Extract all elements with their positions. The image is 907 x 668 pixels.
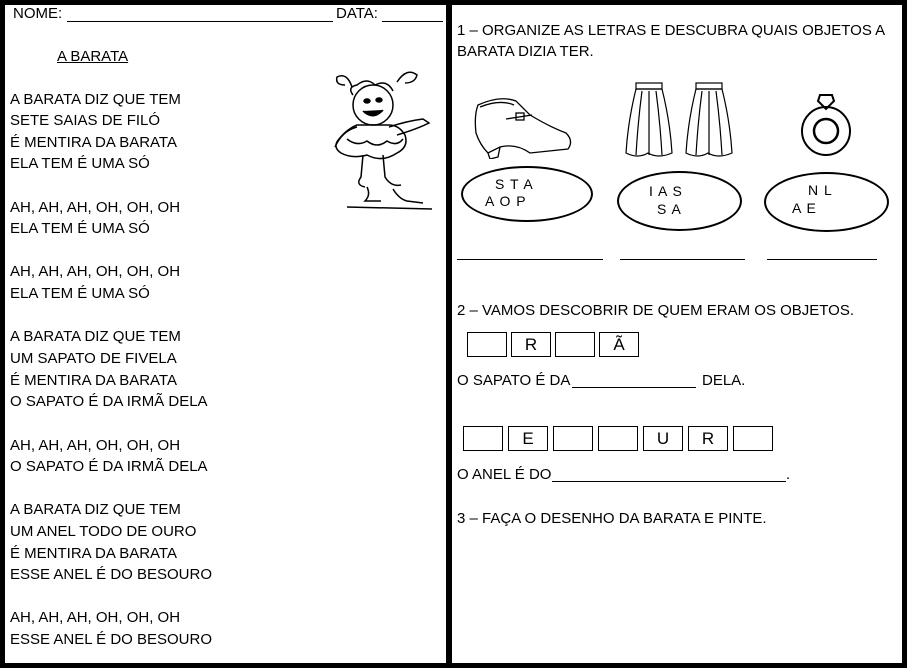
lyric-line: UM ANEL TODO DE OURO xyxy=(10,523,197,540)
answer-line[interactable] xyxy=(620,259,745,260)
lyric-line: O SAPATO É DA IRMÃ DELA xyxy=(10,458,208,475)
lyric-line: SETE SAIAS DE FILÓ xyxy=(10,112,161,129)
answer-line[interactable] xyxy=(457,259,603,260)
date-field[interactable] xyxy=(382,21,443,22)
q2-text: 2 – VAMOS DESCOBRIR DE QUEM ERAM OS OBJETOS. xyxy=(457,302,855,319)
sentence-2-end: . xyxy=(786,466,791,483)
lyric-line: A BARATA DIZ QUE TEM xyxy=(10,328,181,345)
letter-box[interactable] xyxy=(733,426,773,451)
letter-box[interactable]: R xyxy=(688,426,728,451)
lyric-line: AH, AH, AH, OH, OH, OH xyxy=(10,263,181,280)
lyric-line: UM SAPATO DE FIVELA xyxy=(10,350,177,367)
letter-box[interactable] xyxy=(553,426,593,451)
lyric-line: ELA TEM É UMA SÓ xyxy=(10,285,150,302)
letter-box[interactable] xyxy=(467,332,507,357)
letter-box[interactable] xyxy=(598,426,638,451)
sentence-1-start: O SAPATO É DA xyxy=(457,372,571,389)
skirt-icon xyxy=(624,81,674,161)
letters-oval-2 xyxy=(617,171,742,231)
letter-box[interactable]: R xyxy=(511,332,551,357)
skirt-icon xyxy=(684,81,734,161)
answer-line[interactable] xyxy=(572,387,696,388)
lyric-line: ESSE ANEL É DO BESOURO xyxy=(10,631,213,648)
left-panel xyxy=(5,5,446,663)
letter-box[interactable] xyxy=(463,426,503,451)
answer-line[interactable] xyxy=(767,259,877,260)
letters-oval-1 xyxy=(461,166,593,222)
lyric-line: ELA TEM É UMA SÓ xyxy=(10,155,150,172)
lyric-line: A BARATA DIZ QUE TEM xyxy=(10,91,181,108)
letter-box[interactable]: E xyxy=(508,426,548,451)
lyric-line: É MENTIRA DA BARATA xyxy=(10,134,177,151)
lyric-line: ESSE ANEL É DO BESOURO xyxy=(10,566,213,583)
sentence-1-end: DELA. xyxy=(702,372,746,389)
answer-line[interactable] xyxy=(552,481,786,482)
letters-oval-3 xyxy=(764,172,889,232)
lyric-line: O SAPATO É DA IRMÃ DELA xyxy=(10,393,208,410)
lyric-line: É MENTIRA DA BARATA xyxy=(10,545,177,562)
sentence-2-start: O ANEL É DO xyxy=(457,466,552,483)
lyric-line: É MENTIRA DA BARATA xyxy=(10,372,177,389)
letter-box[interactable] xyxy=(555,332,595,357)
letters-row: A E xyxy=(792,200,817,216)
shoe-icon xyxy=(470,93,575,159)
letters-row: A O P xyxy=(485,193,527,209)
song-title: A BARATA xyxy=(57,48,129,65)
q3-text: 3 – FAÇA O DESENHO DA BARATA E PINTE. xyxy=(457,510,767,527)
lyric-line: ELA TEM É UMA SÓ xyxy=(10,220,150,237)
letters-row: S A xyxy=(657,201,682,217)
lyric-line: AH, AH, AH, OH, OH, OH xyxy=(10,609,181,626)
lyric-line: AH, AH, AH, OH, OH, OH xyxy=(10,437,181,454)
lyric-line: A BARATA DIZ QUE TEM xyxy=(10,501,181,518)
letter-box[interactable]: Ã xyxy=(599,332,639,357)
lyric-line: AH, AH, AH, OH, OH, OH xyxy=(10,199,181,216)
name-label: NOME: xyxy=(13,5,63,22)
letter-box[interactable]: U xyxy=(643,426,683,451)
letters-row: S T A xyxy=(495,176,534,192)
letters-row: N L xyxy=(808,182,833,198)
q1-text-line2: BARATA DIZIA TER. xyxy=(457,43,594,60)
name-field[interactable] xyxy=(67,21,333,22)
date-label: DATA: xyxy=(336,5,378,22)
cockroach-illustration xyxy=(327,67,437,217)
letters-row: I A S xyxy=(649,183,683,199)
ring-icon xyxy=(796,91,856,157)
q1-text-line1: 1 – ORGANIZE AS LETRAS E DESCUBRA QUAIS OBJETOS A xyxy=(457,22,886,39)
right-panel xyxy=(452,5,902,663)
